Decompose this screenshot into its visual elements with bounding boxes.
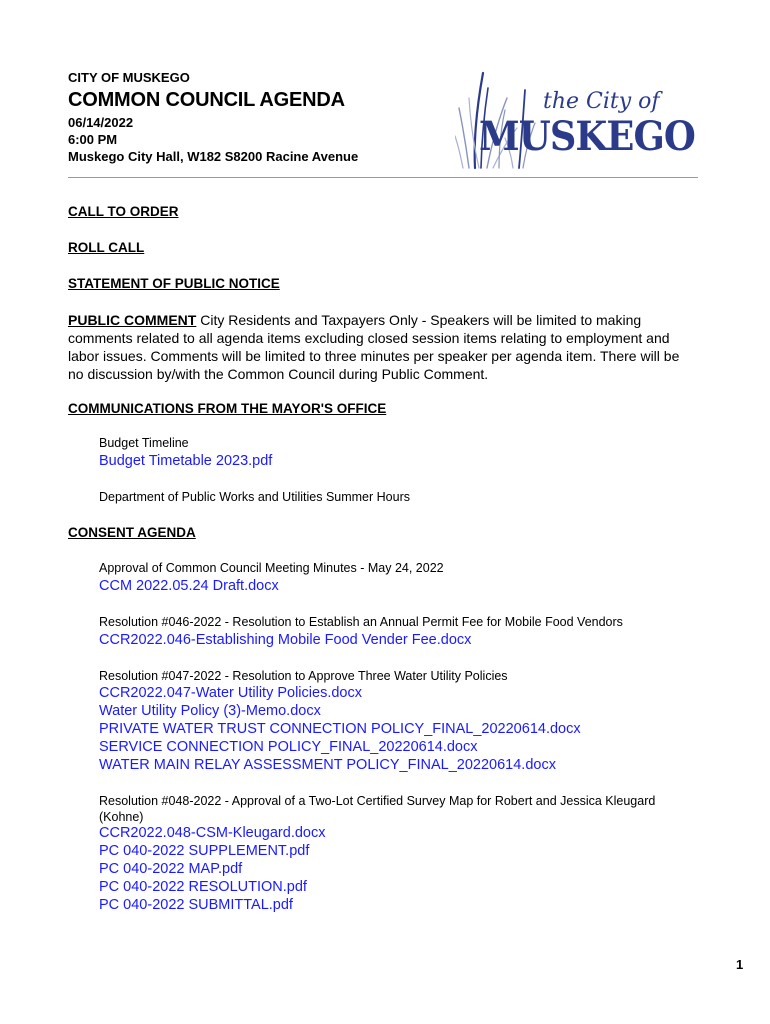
page-number: 1 [736, 957, 744, 972]
heading-roll-call: ROLL CALL [68, 240, 145, 255]
attachment-link[interactable]: Water Utility Policy (3)-Memo.docx [99, 703, 321, 719]
attachment-link[interactable]: PC 040-2022 SUPPLEMENT.pdf [99, 843, 310, 859]
city-name: CITY OF MUSKEGO [68, 70, 190, 85]
logo-tagline: the City of [543, 89, 660, 114]
public-comment-text: City Residents and Taxpayers Only - Speakers will be limited to making comments related to all agenda items excluding closed session items relating to employment and labor issues. Comments will be limited to three minutes per speaker per agenda item. There will be no discussion by/with the Common Council during Public Comment. [68, 312, 680, 382]
heading-communications: COMMUNICATIONS FROM THE MAYOR'S OFFICE [68, 401, 387, 416]
agenda-item-resolution-046: Resolution #046-2022 - Resolution to Establish an Annual Permit Fee for Mobile Food Vendors [99, 615, 623, 629]
public-comment-paragraph [68, 311, 698, 383]
attachment-link[interactable]: CCR2022.048-CSM-Kleugard.docx [99, 825, 326, 841]
attachment-link[interactable]: SERVICE CONNECTION POLICY_FINAL_20220614.docx [99, 739, 478, 755]
agenda-item-budget-timeline: Budget Timeline [99, 436, 189, 450]
header-divider [68, 177, 698, 178]
heading-statement-public-notice: STATEMENT OF PUBLIC NOTICE [68, 276, 280, 291]
attachment-link[interactable]: CCR2022.046-Establishing Mobile Food Vender Fee.docx [99, 632, 472, 648]
logo-wordmark: MUSKEGO [479, 113, 696, 160]
agenda-item-dpw-summer-hours: Department of Public Works and Utilities Summer Hours [99, 490, 410, 504]
meeting-location: Muskego City Hall, W182 S8200 Racine Avenue [68, 149, 359, 164]
attachment-link[interactable]: CCM 2022.05.24 Draft.docx [99, 578, 279, 594]
meeting-time: 6:00 PM [68, 132, 118, 147]
heading-public-comment: PUBLIC COMMENT [68, 312, 197, 328]
attachment-link[interactable]: PC 040-2022 SUBMITTAL.pdf [99, 897, 293, 913]
attachment-link[interactable]: WATER MAIN RELAY ASSESSMENT POLICY_FINAL_20220614.docx [99, 757, 556, 773]
attachment-link[interactable]: PC 040-2022 MAP.pdf [99, 861, 243, 877]
agenda-item-resolution-047: Resolution #047-2022 - Resolution to Approve Three Water Utility Policies [99, 669, 508, 683]
city-logo [455, 68, 700, 170]
page-title: COMMON COUNCIL AGENDA [68, 89, 345, 111]
attachment-link[interactable]: PRIVATE WATER TRUST CONNECTION POLICY_FINAL_20220614.docx [99, 721, 581, 737]
attachment-link[interactable]: CCR2022.047-Water Utility Policies.docx [99, 685, 362, 701]
attachment-link[interactable]: PC 040-2022 RESOLUTION.pdf [99, 879, 307, 895]
heading-consent-agenda: CONSENT AGENDA [68, 525, 196, 540]
attachment-link[interactable]: Budget Timetable 2023.pdf [99, 453, 273, 469]
heading-call-to-order: CALL TO ORDER [68, 204, 179, 219]
agenda-item-minutes: Approval of Common Council Meeting Minutes - May 24, 2022 [99, 561, 444, 575]
meeting-date: 06/14/2022 [68, 115, 134, 130]
agenda-item-resolution-048: Resolution #048-2022 - Approval of a Two-Lot Certified Survey Map for Robert and Jessica Kleugard (Kohne) [99, 794, 656, 824]
